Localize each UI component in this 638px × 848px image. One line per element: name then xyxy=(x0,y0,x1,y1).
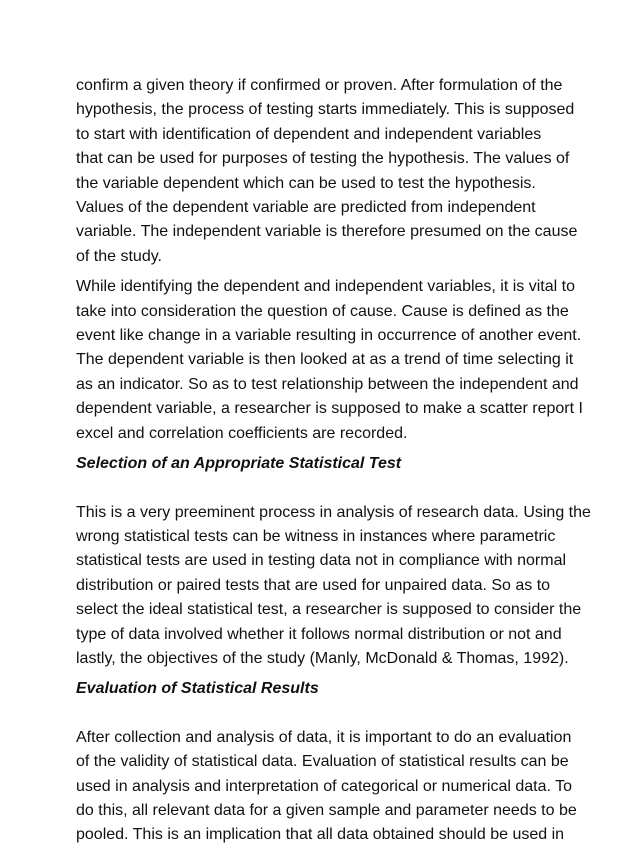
text-line: do this, all relevant data for a given sample and parameter needs to be xyxy=(76,801,577,819)
text-line: dependent variable, a researcher is supposed to make a scatter report I xyxy=(76,400,583,418)
text-line: distribution or paired tests that are used for unpaired data. So as to xyxy=(76,576,551,594)
text-line: The dependent variable is then looked at as a trend of time selecting it xyxy=(76,351,574,369)
text-line: After collection and analysis of data, it is important to do an evaluation xyxy=(76,728,572,746)
paragraph-evaluation xyxy=(76,726,577,848)
text-line: excel and correlation coefficients are recorded. xyxy=(76,424,408,442)
text-line: statistical tests are used in testing data not in compliance with normal xyxy=(76,552,567,570)
text-line: select the ideal statistical test, a researcher is supposed to consider the xyxy=(76,601,582,619)
paragraph-variables xyxy=(76,275,583,446)
heading-gap xyxy=(76,702,566,726)
text-line: take into consideration the question of cause. Cause is defined as the xyxy=(76,302,569,320)
text-line: hypothesis, the process of testing starts immediately. This is supposed xyxy=(76,101,575,119)
text-line: This is a very preeminent process in analysis of research data. Using the xyxy=(76,503,591,521)
text-line: confirm a given theory if confirmed or proven. After formulation of the xyxy=(76,77,563,94)
text-line: While identifying the dependent and independent variables, it is vital to xyxy=(76,278,575,296)
text-line: that can be used for purposes of testing the hypothesis. The values of xyxy=(76,150,570,168)
paragraph-hypothesis-testing xyxy=(76,74,578,269)
text-line: variable. The independent variable is therefore presumed on the cause xyxy=(76,223,578,241)
text-line: event like change in a variable resulting in occurrence of another event. xyxy=(76,327,582,345)
text-line: used in analysis and interpretation of categorical or numerical data. To xyxy=(76,777,572,795)
text-line: to start with identification of dependent and independent variables xyxy=(76,125,542,143)
text-line: pooled. This is an implication that all data obtained should be used in xyxy=(76,826,565,844)
text-line: as an indicator. So as to test relationship between the independent and xyxy=(76,375,579,393)
section-heading-evaluation: Evaluation of Statistical Results xyxy=(76,680,319,698)
text-line: lastly, the objectives of the study (Manly, McDonald & Thomas, 1992). xyxy=(76,649,569,667)
text-line: of the validity of statistical data. Evaluation of statistical results can be xyxy=(76,753,569,771)
document-page xyxy=(76,74,591,848)
text-line: wrong statistical tests can be witness in instances where parametric xyxy=(76,527,556,545)
paragraph-statistical-test xyxy=(76,501,591,672)
text-line: Values of the dependent variable are predicted from independent xyxy=(76,199,536,217)
text-line: type of data involved whether it follows normal distribution or not and xyxy=(76,625,562,643)
section-heading-statistical-test: Selection of an Appropriate Statistical Test xyxy=(76,455,402,473)
text-line: of the study. xyxy=(76,247,162,265)
heading-gap xyxy=(76,477,566,501)
text-line: the variable dependent which can be used to test the hypothesis. xyxy=(76,174,536,192)
